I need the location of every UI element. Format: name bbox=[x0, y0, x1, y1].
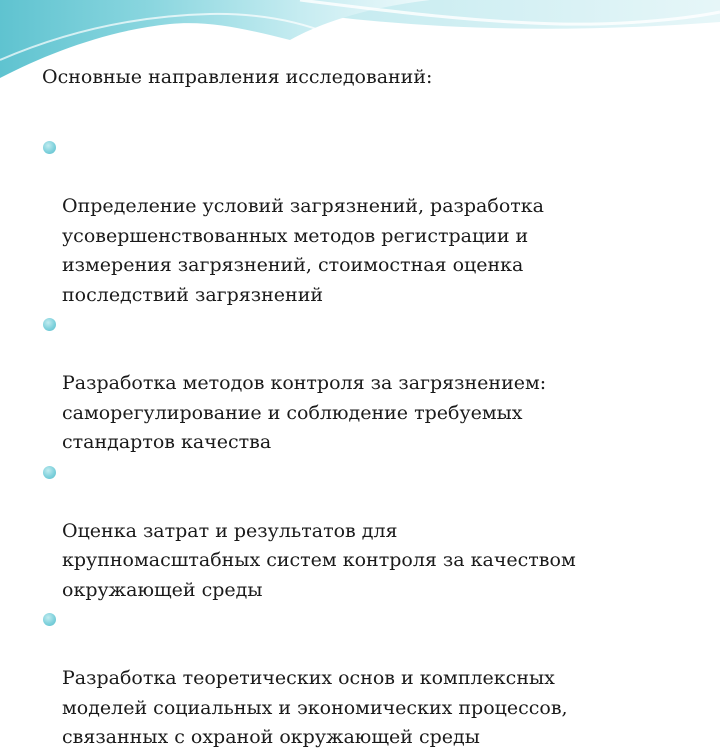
circle-bullet-icon bbox=[43, 466, 56, 479]
bullet-text: Оценка затрат и результатов для крупномасштабных систем контроля за качеством окружающей среды bbox=[62, 519, 576, 601]
circle-bullet-icon bbox=[43, 318, 56, 331]
bullet-text: Разработка методов контроля за загрязнением: саморегулирование и соблюдение требуемых стандартов качества bbox=[62, 372, 547, 453]
slide-title: Основные направления исследований: bbox=[42, 66, 433, 88]
bullet-item bbox=[42, 605, 682, 753]
bullet-text: Определение условий загрязнений, разработка усовершенствованных методов регистрации и измерения загрязнений, стоимостная оценка последствий загрязнений bbox=[62, 195, 544, 306]
bullet-item bbox=[42, 133, 682, 310]
bullet-text: Разработка теоретических основ и комплексных моделей социальных и экономических процессов, связанных с охраной окружающей среды bbox=[62, 667, 568, 748]
circle-bullet-icon bbox=[43, 613, 56, 626]
bullet-item bbox=[42, 458, 682, 606]
circle-bullet-icon bbox=[43, 141, 56, 154]
bullet-list bbox=[42, 133, 682, 753]
bullet-item bbox=[42, 310, 682, 458]
